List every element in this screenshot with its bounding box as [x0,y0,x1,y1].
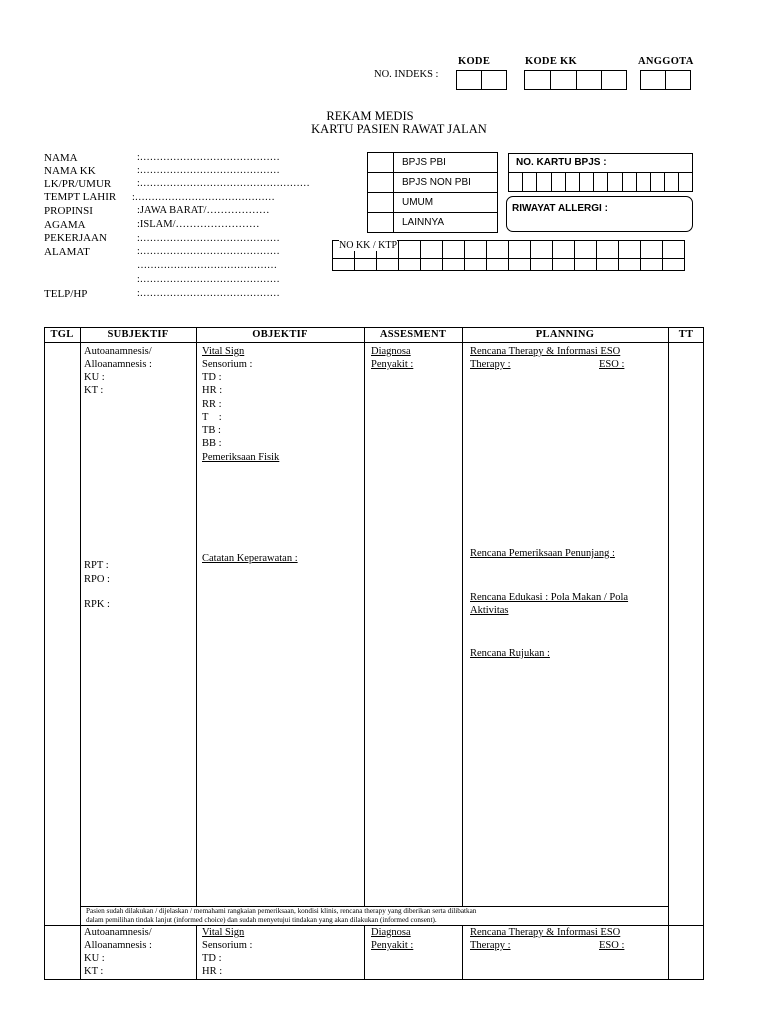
subjektif-rpt: RPT : [84,560,109,571]
digit-divider [442,240,443,271]
field-label-nama: NAMA [44,152,78,164]
index-box[interactable] [640,70,666,90]
objektif-tb: TB : [202,425,221,436]
planning-rujukan: Rencana Rujukan : [470,648,550,659]
digit-divider [536,172,537,192]
field-label-nama-kk: NAMA KK [44,165,96,177]
field-value-pekerjaan[interactable]: :…………………………………… [137,233,280,244]
objektif-catatan-keperawatan: Catatan Keperawatan : [202,553,298,564]
row2-assesment-penyakit: Penyakit : [371,940,414,951]
objektif-bb: BB : [202,438,222,449]
allergy-box[interactable] [506,196,693,232]
subjektif-alloanamnesis: Alloanamnesis : [84,359,152,370]
option-lainnya: LAINNYA [402,217,445,228]
header-assesment: ASSESMENT [379,329,447,340]
objektif-sensorium: Sensorium : [202,359,253,370]
assesment-diagnosa: Diagnosa [371,346,411,357]
digit-divider [420,240,421,271]
index-box[interactable] [601,70,627,90]
field-value-alamat-2[interactable]: …………………………………… [137,260,277,271]
digit-divider [622,172,623,192]
row2-planning-therapy-eso: Rencana Therapy & Informasi ESO [470,927,621,938]
field-value-alamat[interactable]: :…………………………………… [137,246,280,257]
field-label-lk-pr-umur: LK/PR/UMUR [44,178,112,190]
checkbox-bpjs-non-pbi[interactable] [368,173,393,192]
grid-line [668,327,669,980]
digit-divider [551,172,552,192]
header-objektif: OBJEKTIF [252,329,308,340]
subjektif-kt: KT : [84,385,104,396]
grid-line [80,327,81,980]
bpjs-card-label: NO. KARTU BPJS : [516,157,607,168]
index-box[interactable] [481,70,507,90]
digit-divider [530,240,531,271]
checkbox-bpjs-pbi[interactable] [368,153,393,172]
grid-line [364,925,365,980]
field-value-nama-kk[interactable]: :…………………………………… [137,165,280,176]
field-label-tempat-lahir: TEMPT LAHIR [44,191,117,203]
index-col-anggota: ANGGOTA [638,56,694,67]
planning-therapy-label: Therapy : [470,359,511,370]
digit-divider [464,240,465,271]
digit-divider [607,172,608,192]
row2-objektif-td: TD : [202,953,222,964]
checkbox-lainnya[interactable] [368,213,393,232]
planning-edukasi-2: Aktivitas [470,605,509,616]
header-tgl: TGL [50,329,74,340]
row2-objektif-vital-sign: Vital Sign [202,927,245,938]
grid-line [196,925,197,980]
option-umum: UMUM [402,197,434,208]
header-subjektif: SUBJEKTIF [107,329,169,340]
field-value-lk-pr-umur[interactable]: :…………………………………………… [137,178,310,189]
index-col-kode-kk: KODE KK [525,56,577,67]
subjektif-autoanamnesis: Autoanamnesis/ [84,346,152,357]
digit-divider [552,240,553,271]
index-box[interactable] [665,70,691,90]
header-tt: TT [678,329,694,340]
field-label-propinsi: PROPINSI [44,205,93,217]
row2-subjektif-kt: KT : [84,966,104,977]
digit-divider [486,240,487,271]
consent-note-line2: dalam pemilihan tindak lanjut (informed choice) dan sudah menyetujui tindakan yang akan dilakukan (informed consent). [86,916,437,924]
row2-subjektif-alloanamnesis: Alloanamnesis : [84,940,152,951]
digit-divider [565,172,566,192]
objektif-rr: RR : [202,399,222,410]
grid-line [462,327,463,906]
grid-line [44,342,704,343]
title-line1: REKAM MEDIS [326,109,414,123]
row2-planning-eso-label: ESO : [599,940,625,951]
objektif-td: TD : [202,372,222,383]
subjektif-ku: KU : [84,372,105,383]
index-col-kode: KODE [458,56,491,67]
digit-divider [508,240,509,271]
table-frame [44,327,704,980]
field-value-nama[interactable]: :…………………………………… [137,152,280,163]
row2-planning-therapy-label: Therapy : [470,940,511,951]
objektif-hr: HR : [202,385,223,396]
kk-ktp-label: NO KK / KTP [339,240,398,251]
allergy-label: RIWAYAT ALLERGI : [512,203,608,214]
row2-subjektif-ku: KU : [84,953,105,964]
planning-eso-label: ESO : [599,359,625,370]
checkbox-umum[interactable] [368,193,393,212]
planning-therapy-eso: Rencana Therapy & Informasi ESO [470,346,621,357]
row2-objektif-sensorium: Sensorium : [202,940,253,951]
objektif-pemeriksaan-fisik: Pemeriksaan Fisik [202,452,280,463]
digit-divider [579,172,580,192]
digit-divider [650,172,651,192]
index-box[interactable] [576,70,602,90]
index-box[interactable] [456,70,482,90]
grid-line [196,327,197,906]
field-value-tempat-lahir[interactable]: :…………………………………… [132,192,275,203]
digit-divider [678,172,679,192]
index-box[interactable] [524,70,551,90]
planning-edukasi: Rencana Edukasi : Pola Makan / Pola [470,592,629,603]
field-value-alamat-3[interactable]: :…………………………………… [137,274,280,285]
assesment-penyakit: Penyakit : [371,359,414,370]
digit-divider [593,172,594,192]
option-bpjs-pbi: BPJS PBI [402,157,446,168]
objektif-t: T : [202,412,222,423]
row2-objektif-hr: HR : [202,966,223,977]
digit-divider [522,172,523,192]
field-value-agama[interactable]: :ISLAM/…………………… [137,219,260,230]
subjektif-rpo: RPO : [84,574,110,585]
row2-assesment-diagnosa: Diagnosa [371,927,411,938]
field-label-pekerjaan: PEKERJAAN [44,232,107,244]
digit-divider [640,240,641,271]
field-label-telp: TELP/HP [44,288,88,300]
field-label-agama: AGAMA [44,219,86,231]
row2-subjektif-autoanamnesis: Autoanamnesis/ [84,927,152,938]
digit-divider [596,240,597,271]
digit-divider [662,240,663,271]
objektif-vital-sign: Vital Sign [202,346,245,357]
digit-divider [636,172,637,192]
grid-line [462,925,463,980]
consent-note-line1: Pasien sudah dilakukan / dijelaskan / memahami rangkaian pemeriksaan, kondisi klinis, rencana therapy yang diberikan serta dilibatkan [86,907,477,915]
field-value-propinsi[interactable]: :JAWA BARAT/……………… [137,205,270,216]
option-bpjs-non-pbi: BPJS NON PBI [402,177,471,188]
title-line2: KARTU PASIEN RAWAT JALAN [311,122,487,136]
digit-divider [664,172,665,192]
digit-divider [574,240,575,271]
digit-divider [398,240,399,271]
index-box[interactable] [550,70,577,90]
field-label-alamat: ALAMAT [44,246,90,258]
grid-line [364,327,365,906]
field-value-telp[interactable]: :…………………………………… [137,288,280,299]
planning-penunjang: Rencana Pemeriksaan Penunjang : [470,548,615,559]
index-label: NO. INDEKS : [374,69,439,80]
header-planning: PLANNING [535,329,595,340]
digit-divider [618,240,619,271]
subjektif-rpk: RPK : [84,599,110,610]
